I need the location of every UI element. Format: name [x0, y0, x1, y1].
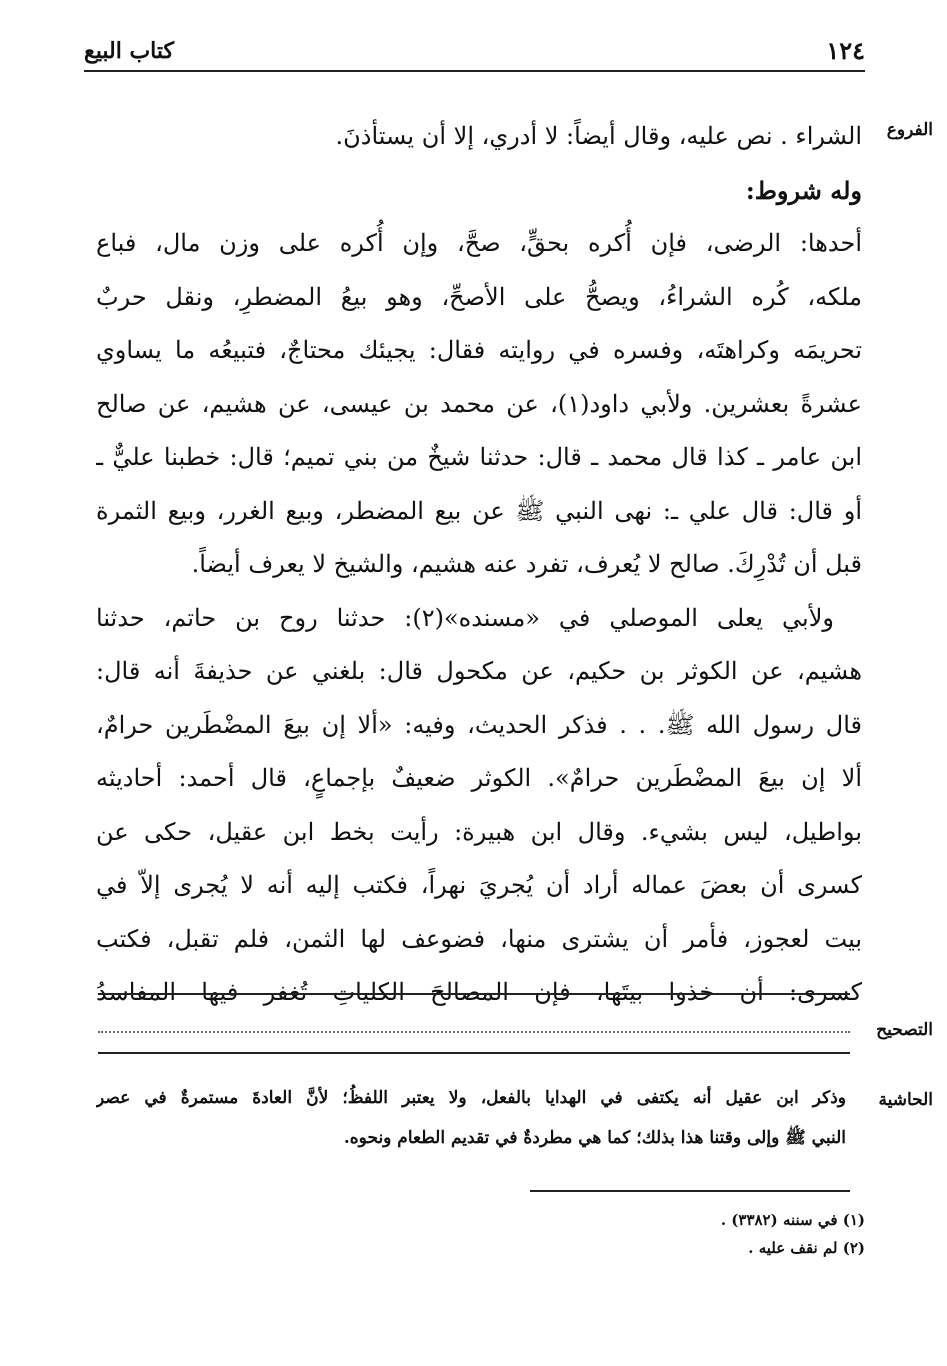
main-text	[96, 110, 862, 1020]
text-line: أو قال: قال علي ـ: نهى النبي ﷺ عن بيع المضطر، وبيع الغرر، وبيع الثمرة	[96, 496, 862, 525]
commentary-text	[96, 1078, 846, 1158]
text-line: عشرةً بعشرين. ولأبي داود(١)، عن محمد بن عيسى، عن هشيم، عن صالح	[96, 389, 862, 418]
text-line: كسرى: أن خذوا بيتَها، فإن المصالحَ الكلياتِ تُغفر فيها المفاسدُ	[96, 978, 862, 1006]
text-line: كسرى أن بعضَ عماله أراد أن يُجريَ نهراً، فكتب إليه أنه لا يُجرى إلاّ في	[96, 871, 862, 899]
text-line: أحدها: الرضى، فإن أُكره بحقٍّ، صحَّ، وإن أُكره على وزن مال، فباع	[96, 229, 862, 257]
commentary-line: النبي ﷺ وإلى وقتنا هذا بذلك؛ كما هي مطردةٌ في تقديم الطعام ونحوه.	[343, 1128, 846, 1148]
text-line: قال رسول الله ﷺ. . . فذكر الحديث، وفيه: «ألا إن بيعَ المضْطَرين حرامٌ،	[96, 710, 862, 739]
label-tashih: التصحيح	[876, 1020, 933, 1040]
text-line: تحريمَه وكراهتَه، وفسره في روايته فقال: يجيئك محتاجٌ، فتبيعُه ما يساوي	[96, 336, 862, 364]
text-line: بواطيل، ليس بشيء. وقال ابن هبيرة: رأيت بخط ابن عقيل، حكى عن	[96, 817, 862, 846]
page-header	[84, 38, 865, 72]
footnote: (٢) لم نقف عليه .	[748, 1239, 865, 1257]
main-text-rule	[98, 993, 850, 995]
label-furu: الفروع	[886, 120, 933, 140]
footnote: (١) في سننه (٣٣٨٢) .	[720, 1211, 865, 1229]
correction-rule	[98, 1052, 850, 1054]
text-line: ولأبي يعلى الموصلي في «مسنده»(٢): حدثنا روح بن حاتم، حدثنا	[96, 603, 834, 632]
label-hashiya: الحاشية	[878, 1090, 933, 1110]
text-line: ألا إن بيعَ المضْطَرين حرامٌ». الكوثر ضعيفٌ بإجماعٍ، قال أحمد: أحاديثه	[96, 764, 862, 792]
text-line: قبل أن تُدْرِكَ. صالح لا يُعرف، تفرد عنه هشيم، والشيخ لا يعرف أيضاً.	[191, 550, 862, 578]
text-line: ابن عامر ـ كذا قال محمد ـ قال: حدثنا شيخٌ من بني تميم؛ قال: خطبنا عليٌّ ـ	[96, 443, 862, 471]
commentary-line: وذكر ابن عقيل أنه يكتفى في الهدايا بالفعل، ولا يعتبر اللفظُ؛ لأنَّ العادةَ مستمرةٌ في عصر	[96, 1088, 846, 1108]
book-title: كتاب البيع	[84, 38, 174, 64]
text-line: بيت لعجوز، فأمر أن يشترى منها، فضوعف لها الثمن، فلم تقبل، فكتب	[96, 924, 862, 953]
footnotes	[721, 1206, 865, 1262]
text-line: ملكه، كُره الشراءُ، ويصحُّ على الأصحِّ، وهو بيعُ المضطرِ، ونقل حربٌ	[96, 282, 862, 311]
correction-dotted-line	[98, 1031, 850, 1033]
section-heading: وله شروط:	[745, 175, 862, 205]
header-rule	[84, 70, 865, 72]
text-line: الشراء . نص عليه، وقال أيضاً: لا أدري، إلا أن يستأذنَ.	[335, 122, 862, 150]
footnote-rule	[530, 1190, 850, 1192]
page-number: ١٢٤	[826, 36, 865, 65]
text-line: هشيم، عن الكوثر بن حكيم، عن مكحول قال: بلغني عن حذيفةَ أنه قال:	[96, 657, 862, 685]
